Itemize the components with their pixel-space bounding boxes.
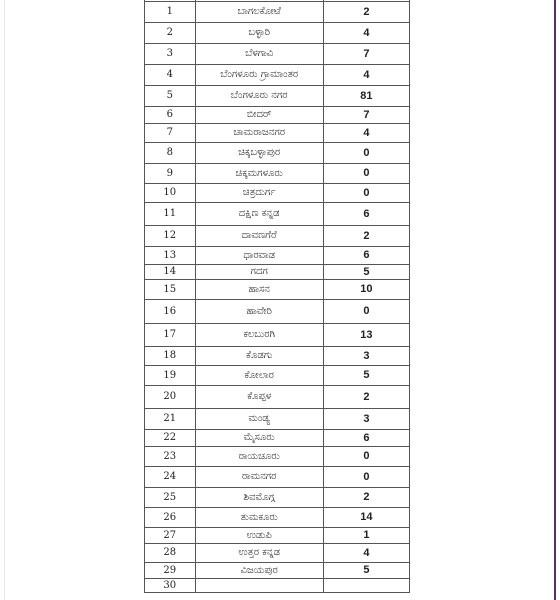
table-row [145, 184, 410, 203]
district-name-cell: ಶಿವಮೊಗ್ಗ [195, 488, 323, 508]
district-name-cell: ಬೆಂಗಳೂರು ಗ್ರಾಮಾಂತರ [195, 65, 323, 86]
table-body [145, 0, 410, 593]
serial-number-cell: 12 [145, 226, 196, 247]
table-row [145, 528, 410, 544]
count-cell: 0 [323, 184, 409, 203]
table-row [145, 44, 410, 65]
count-cell: 1 [323, 528, 409, 544]
table-row [145, 143, 410, 164]
count-cell: 7 [323, 107, 409, 124]
table-row [145, 386, 410, 409]
table-row [145, 366, 410, 386]
district-name-cell: ಚಿಕ್ಕಬಳ್ಳಾಪುರ [195, 143, 323, 164]
district-name-cell: ಕೊಡಗು [195, 347, 323, 366]
serial-number-cell: 7 [145, 124, 196, 143]
count-cell: 4 [323, 544, 409, 563]
district-name-cell: ಉಡುಪಿ [195, 528, 323, 544]
count-cell: 4 [323, 23, 409, 44]
count-cell: 5 [323, 366, 409, 386]
district-name-cell: ಬೀದರ್ [195, 107, 323, 124]
table-row [145, 107, 410, 124]
table-row [145, 508, 410, 528]
count-cell: 6 [323, 247, 409, 265]
district-name-cell: ದಾವಣಗೆರೆ [195, 226, 323, 247]
serial-number-cell: 3 [145, 44, 196, 65]
count-cell: 13 [323, 324, 409, 347]
serial-number-cell: 17 [145, 324, 196, 347]
district-name-cell: ಹಾಸನ [195, 280, 323, 300]
serial-number-cell: 6 [145, 107, 196, 124]
serial-number-cell: 2 [145, 23, 196, 44]
district-name-cell: ರಾಮನಗರ [195, 467, 323, 488]
count-cell: 3 [323, 347, 409, 366]
district-name-cell: ಉತ್ತರ ಕನ್ನಡ [195, 544, 323, 563]
district-name-cell: ಧಾರವಾಡ [195, 247, 323, 265]
table-row [145, 544, 410, 563]
table-row [145, 247, 410, 265]
district-name-cell: ಬಳ್ಳಾರಿ [195, 23, 323, 44]
district-name-cell: ಮಂಡ್ಯ [195, 409, 323, 430]
serial-number-cell: 26 [145, 508, 196, 528]
serial-number-cell: 14 [145, 265, 196, 280]
district-name-cell: ಕೋಲಾರ [195, 366, 323, 386]
count-cell: 4 [323, 124, 409, 143]
page-edge-left [4, 0, 5, 600]
serial-number-cell: 20 [145, 386, 196, 409]
district-name-cell: ಬೆಳಗಾವಿ [195, 44, 323, 65]
table-row [145, 300, 410, 324]
count-cell [323, 579, 409, 593]
district-count-table [144, 0, 410, 593]
district-name-cell: ಚಿಕ್ಕಮಗಳೂರು [195, 164, 323, 184]
count-cell: 5 [323, 563, 409, 579]
count-cell: 0 [323, 300, 409, 324]
table-row [145, 65, 410, 86]
serial-number-cell: 16 [145, 300, 196, 324]
serial-number-cell: 11 [145, 203, 196, 226]
district-name-cell: ಮೈಸೂರು [195, 430, 323, 447]
table-row [145, 447, 410, 467]
table-row [145, 280, 410, 300]
table-row [145, 488, 410, 508]
count-cell: 6 [323, 203, 409, 226]
district-name-cell: ತುಮಕೂರು [195, 508, 323, 528]
district-name-cell: ದಕ್ಷಿಣ ಕನ್ನಡ [195, 203, 323, 226]
serial-number-cell: 27 [145, 528, 196, 544]
district-name-cell: ಬೆಂಗಳೂರು ನಗರ [195, 86, 323, 107]
district-name-cell: ಬಾಗಲಕೋಟೆ [195, 2, 323, 23]
count-cell: 0 [323, 164, 409, 184]
serial-number-cell: 10 [145, 184, 196, 203]
district-name-cell: ಚಿತ್ರದುರ್ಗ [195, 184, 323, 203]
serial-number-cell: 5 [145, 86, 196, 107]
district-name-cell: ರಾಯಚೂರು [195, 447, 323, 467]
count-cell: 7 [323, 44, 409, 65]
district-name-cell [195, 579, 323, 593]
table-row [145, 265, 410, 280]
serial-number-cell: 13 [145, 247, 196, 265]
serial-number-cell: 21 [145, 409, 196, 430]
serial-number-cell: 22 [145, 430, 196, 447]
serial-number-cell: 9 [145, 164, 196, 184]
table-row [145, 347, 410, 366]
serial-number-cell: 8 [145, 143, 196, 164]
serial-number-cell: 4 [145, 65, 196, 86]
district-name-cell: ಗದಗ [195, 265, 323, 280]
table-row [145, 124, 410, 143]
district-name-cell: ಚಾಮರಾಜನಗರ [195, 124, 323, 143]
table-row [145, 579, 410, 593]
district-name-cell: ವಿಜಯಪುರ [195, 563, 323, 579]
count-cell: 2 [323, 386, 409, 409]
table-row [145, 203, 410, 226]
district-name-cell: ಕೊಪ್ಪಳ [195, 386, 323, 409]
table-row [145, 467, 410, 488]
serial-number-cell: 1 [145, 2, 196, 23]
serial-number-cell: 19 [145, 366, 196, 386]
count-cell: 2 [323, 226, 409, 247]
district-name-cell: ಕಲಬುರಗಿ [195, 324, 323, 347]
table-row [145, 563, 410, 579]
count-cell: 0 [323, 467, 409, 488]
count-cell: 81 [323, 86, 409, 107]
district-name-cell: ಹಾವೇರಿ [195, 300, 323, 324]
count-cell: 6 [323, 430, 409, 447]
count-cell: 3 [323, 409, 409, 430]
serial-number-cell: 24 [145, 467, 196, 488]
count-cell: 2 [323, 488, 409, 508]
table-row [145, 86, 410, 107]
table-row [145, 23, 410, 44]
count-cell: 0 [323, 447, 409, 467]
table-row [145, 226, 410, 247]
count-cell: 4 [323, 65, 409, 86]
table-row [145, 409, 410, 430]
count-cell: 0 [323, 143, 409, 164]
count-cell: 2 [323, 2, 409, 23]
serial-number-cell: 23 [145, 447, 196, 467]
serial-number-cell: 28 [145, 544, 196, 563]
page-border-right [554, 0, 556, 600]
count-cell: 5 [323, 265, 409, 280]
count-cell: 10 [323, 280, 409, 300]
serial-number-cell: 30 [145, 579, 196, 593]
count-cell: 14 [323, 508, 409, 528]
table-row [145, 430, 410, 447]
serial-number-cell: 25 [145, 488, 196, 508]
table-row [145, 324, 410, 347]
serial-number-cell: 29 [145, 563, 196, 579]
serial-number-cell: 15 [145, 280, 196, 300]
table-row [145, 164, 410, 184]
table-row [145, 2, 410, 23]
serial-number-cell: 18 [145, 347, 196, 366]
